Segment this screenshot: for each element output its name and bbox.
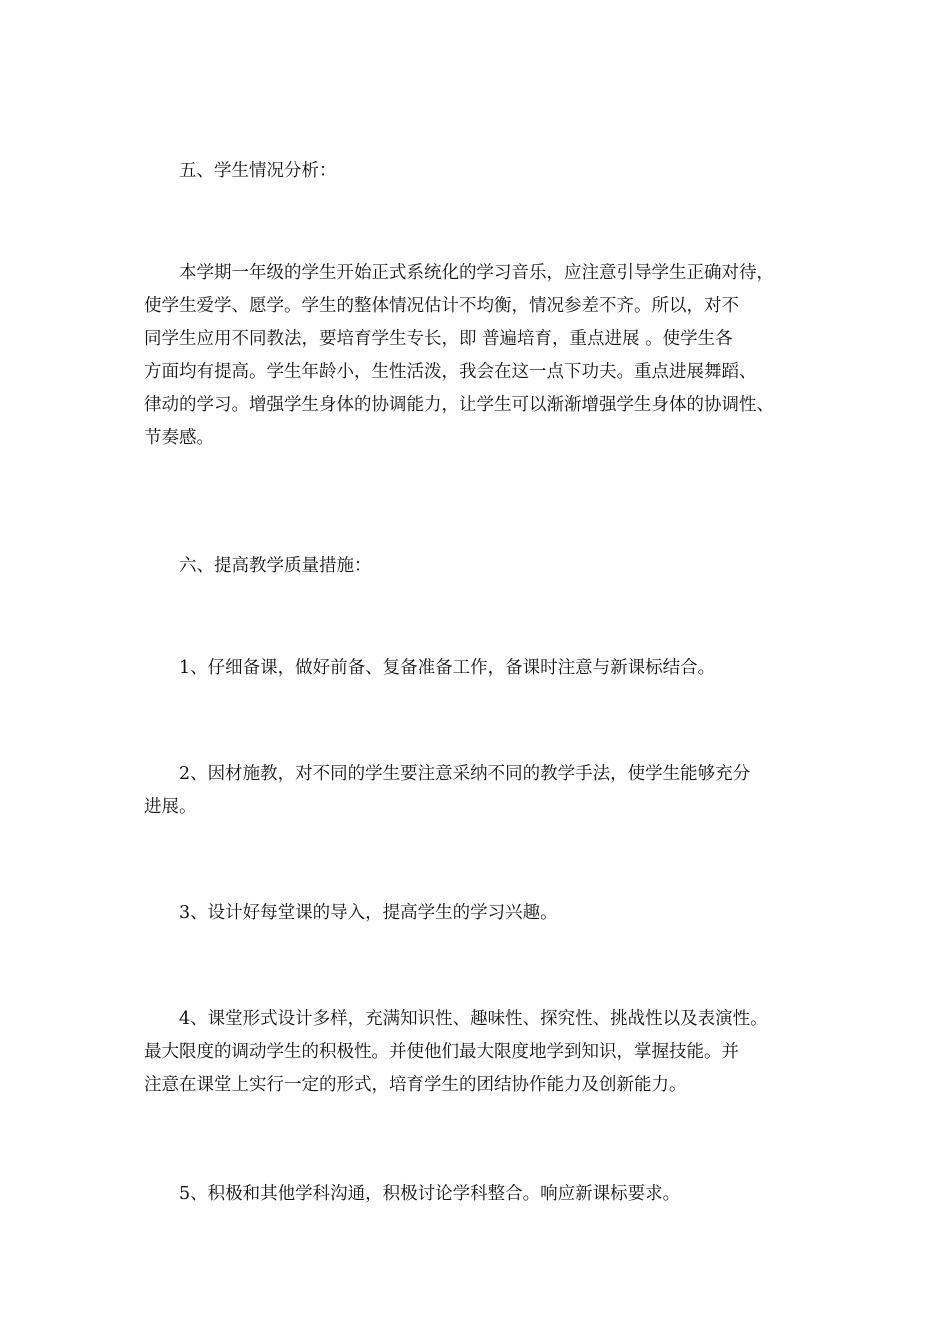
paragraph-line: 同学生应用不同教法，要培育学生专长，即 普遍培育，重点进展 。使学生各 bbox=[144, 329, 733, 349]
paragraph-line: 节奏感。 bbox=[144, 428, 214, 448]
section-5-paragraph bbox=[144, 257, 824, 455]
section-6-heading bbox=[144, 550, 824, 583]
heading-text: 六、提高教学质量措施： bbox=[144, 556, 372, 576]
paragraph-line: 最大限度的调动学生的积极性。并使他们最大限度地学到知识，掌握技能。并 bbox=[144, 1042, 739, 1062]
heading-text: 五、学生情况分析： bbox=[144, 161, 337, 181]
paragraph-line: 2、因材施教，对不同的学生要注意采纳不同的教学手法，使学生能够充分 bbox=[144, 764, 751, 784]
measure-item-1 bbox=[144, 652, 824, 685]
paragraph-line: 4、课堂形式设计多样，充满知识性、趣味性、探究性、挑战性以及表演性。 bbox=[144, 1009, 768, 1029]
paragraph-line: 3、设计好每堂课的导入，提高学生的学习兴趣。 bbox=[144, 903, 558, 923]
paragraph-line: 使学生爱学、愿学。学生的整体情况估计不均衡，情况参差不齐。所以，对不 bbox=[144, 296, 739, 316]
measure-item-2 bbox=[144, 758, 824, 824]
paragraph-line: 本学期一年级的学生开始正式系统化的学习音乐，应注意引导学生正确对待， bbox=[144, 263, 774, 283]
paragraph-line: 律动的学习。增强学生身体的协调能力，让学生可以渐渐增强学生身体的协调性、 bbox=[144, 395, 774, 415]
paragraph-line: 方面均有提高。学生年龄小，生性活泼，我会在这一点下功夫。重点进展舞蹈、 bbox=[144, 362, 757, 382]
paragraph-line: 进展。 bbox=[144, 797, 197, 817]
paragraph-line: 1、仔细备课，做好前备、复备准备工作，备课时注意与新课标结合。 bbox=[144, 658, 716, 678]
measure-item-5 bbox=[144, 1178, 824, 1211]
section-5-heading bbox=[144, 155, 824, 188]
paragraph-line: 注意在课堂上实行一定的形式，培育学生的团结协作能力及创新能力。 bbox=[144, 1075, 687, 1095]
paragraph-line: 5、积极和其他学科沟通，积极讨论学科整合。响应新课标要求。 bbox=[144, 1184, 681, 1204]
measure-item-3 bbox=[144, 897, 824, 930]
measure-item-4 bbox=[144, 1003, 824, 1102]
